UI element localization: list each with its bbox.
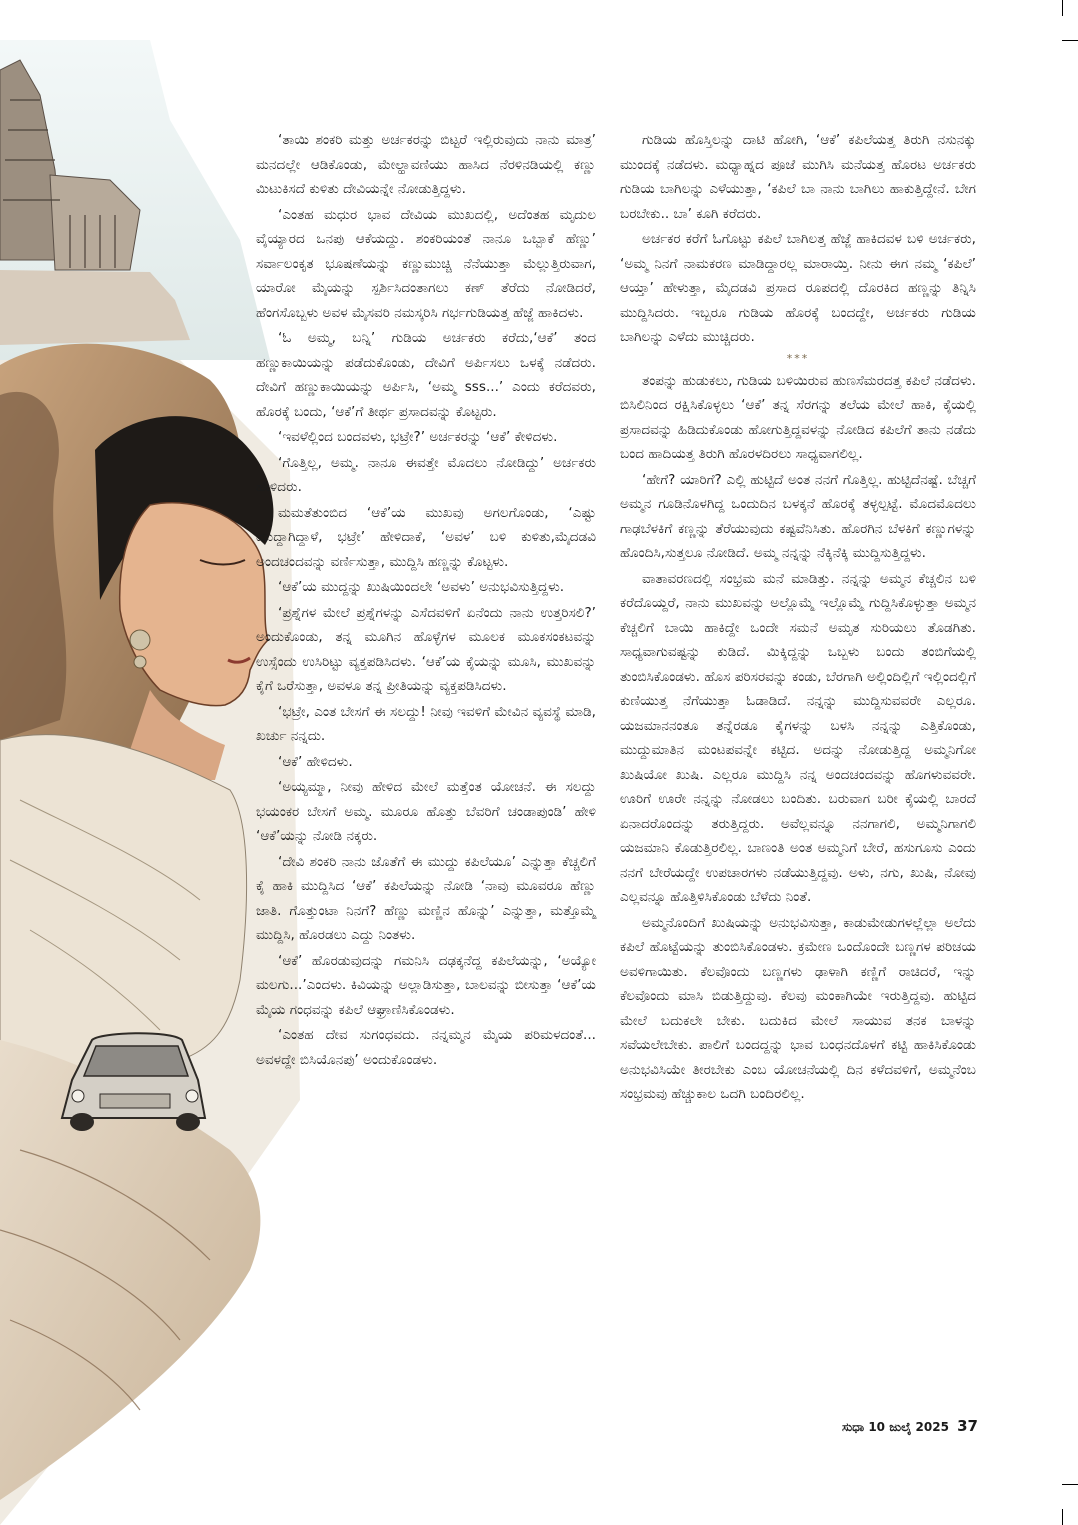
crop-mark (1062, 1484, 1078, 1485)
paragraph: ‘ತಾಯಿ ಶಂಕರಿ ಮತ್ತು ಅರ್ಚಕರನ್ನು ಬಿಟ್ಟರೆ ಇಲ್ಲಿರುವುದು ನಾನು ಮಾತ್ರ’ ಮನದಲ್ಲೇ ಆಡಿಕೊಂಡು, ಮೇಲ್ಹಾವಣಿಯು ಹಾಸಿದ ನೆರಳಿನಡಿಯಲ್ಲಿ ಕಣ್ಣು ಮಿಟುಕಿಸದೆ ಕುಳಿತು ದೇವಿಯನ್ನೇ ನೋಡುತ್ತಿದ್ದಳು. (256, 132, 596, 197)
paragraph: ‘ಆಕೆ’ಯ ಮುದ್ದನ್ನು ಖುಷಿಯಿಂದಲೇ ‘ಅವಳು’ ಅನುಭವಿಸುತ್ತಿದ್ದಳು. (278, 579, 565, 595)
paragraph: ವಾತಾವರಣದಲ್ಲಿ ಸಂಭ್ರಮ ಮನೆ ಮಾಡಿತ್ತು. ನನ್ನನ್ನು ಅಮ್ಮನ ಕೆಚ್ಚಲಿನ ಬಳಿ ಕರೆದೊಯ್ದರೆ, ನಾನು ಮುಖವನ್ನು ಅಲ್ಲೊಮ್ಮೆ ಇಲ್ಲೊಮ್ಮೆ ಗುದ್ದಿಸಿಕೊಳ್ಳುತ್ತಾ ಅಮ್ಮನ ಕೆಚ್ಚಲಿಗೆ ಬಾಯಿ ಹಾಕಿದ್ದೇ ಒಂದೇ ಸಮನೆ ಅಮೃತ ಸುರಿಯಲು ತೊಡಗಿತು. ಸಾಧ್ಯವಾಗುವಷ್ಟನ್ನು ಕುಡಿದೆ. ಮಿಕ್ಕಿದ್ದನ್ನು ಒಬ್ಬಳು ಬಂದು ತಂಬಿಗೆಯಲ್ಲಿ ತುಂಬಿಸಿಕೊಂಡಳು. ಹೊಸ ಪರಿಸರವನ್ನು ಕಂಡು, ಬೆರಗಾಗಿ ಅಲ್ಲಿಂದಿಲ್ಲಿಗೆ ಇಲ್ಲಿಂದಲ್ಲಿಗೆ ಕುಣಿಯುತ್ತ ನೆಗೆಯುತ್ತಾ ಓಡಾಡಿದೆ. ನನ್ನನ್ನು ಮುದ್ದಿಸುವವರೇ ಎಲ್ಲರೂ. ಯಜಮಾನನಂತೂ ತನ್ನೆರಡೂ ಕೈಗಳನ್ನು ಬಳಸಿ ನನ್ನನ್ನು ಎತ್ತಿಕೊಂಡು, ಮುದ್ದುಮಾತಿನ ಮಂಟಪವನ್ನೇ ಕಟ್ಟಿದ. ಅದನ್ನು ನೋಡುತ್ತಿದ್ದ ಅಮ್ಮನಿಗೋ ಖುಷಿಯೋ ಖುಷಿ. ಎಲ್ಲರೂ ಮುದ್ದಿಸಿ ನನ್ನ ಅಂದಚಂದವನ್ನು ಹೊಗಳುವವರೇ. ಊರಿಗೆ ಊರೇ ನನ್ನನ್ನು ನೋಡಲು ಬಂದಿತು. ಬರುವಾಗ ಬರೀ ಕೈಯಲ್ಲಿ ಬಾರದೆ ಏನಾದರೊಂದನ್ನು ತರುತ್ತಿದ್ದರು. ಅವೆಲ್ಲವನ್ನೂ ನನಗಾಗಲಿ, ಅಮ್ಮನಿಗಾಗಲಿ ಯಜಮಾನಿ ಕೊಡುತ್ತಿರಲಿಲ್ಲ. ಬಾಣಂತಿ ಅಂತ ಅಮ್ಮನಿಗೆ ಬೇರೆ, ಹಸುಗೂಸು ಎಂದು ನನಗೆ ಬೇರೆಯದ್ದೇ ಉಪಚಾರಗಳು ನಡೆಯುತ್ತಿದ್ದವು. ಅಳು, ನಗು, ಖುಷಿ, ನೋವು ಎಲ್ಲವನ್ನೂ ಹೊತ್ತಿಳಿಸಿಕೊಂಡು ಬೆಳೆದು ನಿಂತೆ. (620, 570, 976, 905)
paragraph: ಅರ್ಚಕರ ಕರೆಗೆ ಓಗೊಟ್ಟು ಕಪಿಲೆ ಬಾಗಿಲತ್ತ ಹೆಜ್ಜೆ ಹಾಕಿದವಳ ಬಳಿ ಅರ್ಚಕರು, ‘ಅಮ್ಮ ನಿನಗೆ ನಾಮಕರಣ ಮಾಡಿದ್ದಾರಲ್ಲ ಮಾರಾಯ್ತಿ. ನೀನು ಈಗ ನಮ್ಮ ‘ಕಪಿಲೆ’ ಆಯ್ತಾ’ ಹೇಳುತ್ತಾ, ಮೈದಡವಿ ಪ್ರಸಾದ ರೂಪದಲ್ಲಿ ದೊರಕಿದ ಹಣ್ಣನ್ನು ತಿನ್ನಿಸಿ ಮುದ್ದಿಸಿದರು. ಇಬ್ಬರೂ ಗುಡಿಯ ಹೊರಕ್ಕೆ ಬಂದದ್ದೇ, ಅರ್ಚಕರು ಗುಡಿಯ ಬಾಗಿಲನ್ನು ಎಳೆದು ಮುಚ್ಚಿದರು. (620, 231, 976, 345)
paragraph: ‘ಅಯ್ಯಮ್ಮಾ, ನೀವು ಹೇಳಿದ ಮೇಲೆ ಮತ್ತೆಂತ ಯೋಚನೆ. ಈ ಸಲದ್ದು ಭಯಂಕರ ಬೇಸಗೆ ಅಮ್ಮ. ಮೂರೂ ಹೊತ್ತು ಬೆವರಿಗೆ ಚಂಡಾಪುಂಡಿ’ ಹೇಳಿ ‘ಆಕೆ’ಯನ್ನು ನೋಡಿ ನಕ್ಕರು. (256, 779, 596, 844)
paragraph: ‘ಹೇಗೆ? ಯಾರಿಗೆ? ಎಲ್ಲಿ ಹುಟ್ಟಿದೆ ಅಂತ ನನಗೆ ಗೊತ್ತಿಲ್ಲ. ಹುಟ್ಟಿದೆನಷ್ಟೆ. ಬೆಚ್ಚಗೆ ಅಮ್ಮನ ಗೂಡಿನೊಳಗಿದ್ದ ಒಂದುದಿನ ಬಳಕ್ಕನೆ ಹೊರಕ್ಕೆ ತಳ್ಳಲ್ಪಟ್ಟೆ. ಮೊದಮೊದಲು ಗಾಢಬೆಳಕಿಗೆ ಕಣ್ಣನ್ನು ತೆರೆಯುವುದು ಕಷ್ಟವೆನಿಸಿತು. ಹೊರಗಿನ ಬೆಳಕಿಗೆ ಕಣ್ಣುಗಳನ್ನು ಹೊಂದಿಸಿ,ಸುತ್ತಲೂ ನೋಡಿದೆ. ಅಮ್ಮ ನನ್ನನ್ನು ನೆಕ್ಕಿನೆಕ್ಕಿ ಮುದ್ದಿಸುತ್ತಿದ್ದಳು. (620, 471, 976, 561)
paragraph: ‘ಆಕೆ’ ಹೇಳಿದಳು. (278, 753, 353, 770)
section-break: *** (786, 351, 810, 365)
issue-date: 10 ಜುಲೈ 2025 (868, 1420, 949, 1434)
right-text-column (620, 128, 976, 1108)
page-footer (830, 1416, 978, 1437)
story-illustration (0, 0, 300, 1525)
paragraph: ಗುಡಿಯ ಹೊಸ್ತಿಲನ್ನು ದಾಟಿ ಹೋಗಿ, ‘ಆಕೆ’ ಕಪಿಲೆಯತ್ತ ತಿರುಗಿ ನಸುನಕ್ಕು ಮುಂದಕ್ಕೆ ನಡೆದಳು. ಮಧ್ಯಾಹ್ನದ ಪೂಜೆ ಮುಗಿಸಿ ಮನೆಯತ್ತ ಹೊರಟ ಅರ್ಚಕರು ಗುಡಿಯ ಬಾಗಿಲನ್ನು ಎಳೆಯುತ್ತಾ, ‘ಕಪಿಲೆ ಬಾ ನಾನು ಬಾಗಿಲು ಹಾಕುತ್ತಿದ್ದೇನೆ. ಬೇಗ ಬರಬೇಕು.. ಬಾ’ ಕೂಗಿ ಕರೆದರು. (620, 132, 976, 222)
paragraph: ತಂಪನ್ನು ಹುಡುಕಲು, ಗುಡಿಯ ಬಳಿಯಿರುವ ಹುಣಸೆಮರದತ್ತ ಕಪಿಲೆ ನಡೆದಳು. ಬಿಸಿಲಿನಿಂದ ರಕ್ಷಿಸಿಕೊಳ್ಳಲು ‘ಆಕೆ’ ತನ್ನ ಸೆರಗನ್ನು ತಲೆಯ ಮೇಲೆ ಹಾಕಿ, ಕೈಯಲ್ಲಿ ಪ್ರಸಾದವನ್ನು ಹಿಡಿದುಕೊಂಡು ಹೋಗುತ್ತಿದ್ದವಳನ್ನು ನೋಡಿದ ಕಪಿಲೆಗೆ ತಾನು ನಡೆದು ಬಂದ ಹಾದಿಯತ್ತ ತಿರುಗಿ ಹೊರಳದಿರಲು ಸಾಧ್ಯವಾಗಲಿಲ್ಲ. (620, 372, 976, 462)
woman-temple-car-illustration-icon (0, 0, 300, 1525)
crop-mark (1062, 1509, 1063, 1525)
left-text-column (256, 128, 596, 1073)
paragraph: ‘ಪ್ರಶ್ನೆಗಳ ಮೇಲೆ ಪ್ರಶ್ನೆಗಳನ್ನು ಎಸೆದವಳಿಗೆ ಏನೆಂದು ನಾನು ಉತ್ತರಿಸಲಿ?’ ಅಂದುಕೊಂಡು, ತನ್ನ ಮೂಗಿನ ಹೊಳ್ಳೆಗಳ ಮೂಲಕ ಮೂಕಸಂಕಟವನ್ನು ಉಸ್ಸೆಂದು ಉಸಿರಿಟ್ಟು ವ್ಯಕ್ತಪಡಿಸಿದಳು. ‘ಆಕೆ’ಯ ಕೈಯನ್ನು ಮೂಸಿ, ಮುಖವನ್ನು ಕೈಗೆ ಒರೆಸುತ್ತಾ, ಅವಳೂ ತನ್ನ ಪ್ರೀತಿಯನ್ನು ವ್ಯಕ್ತಪಡಿಸಿದಳು. (256, 604, 596, 694)
paragraph: ‘ಓ ಅಮ್ಮ, ಬನ್ನಿ’ ಗುಡಿಯ ಅರ್ಚಕರು ಕರೆದು,‘ಆಕೆ’ ತಂದ ಹಣ್ಣುಕಾಯಿಯನ್ನು ಪಡೆದುಕೊಂಡು, ದೇವಿಗೆ ಅರ್ಪಿಸಲು ಒಳಕ್ಕೆ ನಡೆದರು. ದೇವಿಗೆ ಹಣ್ಣುಕಾಯಿಯನ್ನು ಅರ್ಪಿಸಿ, ‘ಅಮ್ಮ sss...’ ಎಂದು ಕರೆದವರು, ಹೊರಕ್ಕೆ ಬಂದು, ‘ಆಕೆ’ಗೆ ತೀರ್ಥ ಪ್ರಸಾದವನ್ನು ಕೊಟ್ಟರು. (256, 330, 596, 420)
paragraph: ‘ಭಟ್ರೇ, ಎಂತ ಬೇಸಗೆ ಈ ಸಲದ್ದು! ನೀವು ಇವಳಿಗೆ ಮೇವಿನ ವ್ಯವಸ್ಥೆ ಮಾಡಿ, ಖರ್ಚು ನನ್ನದು. (256, 703, 596, 744)
crop-mark (1062, 40, 1078, 41)
crop-mark (1062, 0, 1063, 16)
paragraph: ‘ಗೊತ್ತಿಲ್ಲ, ಅಮ್ಮ. ನಾನೂ ಈವತ್ತೇ ಮೊದಲು ನೋಡಿದ್ದು’ ಅರ್ಚಕರು ಹೇಳಿದರು. (256, 454, 596, 495)
paragraph: ‘ಆಕೆ’ ಹೊರಡುವುದನ್ನು ಗಮನಿಸಿ ದಢಕ್ಕನೆದ್ದ ಕಪಿಲೆಯನ್ನು, ‘ಅಯ್ಯೋ ಮಲಗು...’ಎಂದಳು. ಕಿವಿಯನ್ನು ಅಲ್ಲಾಡಿಸುತ್ತಾ, ಬಾಲವನ್ನು ಬೀಸುತ್ತಾ ‘ಆಕೆ’ಯ ಮೈಯ ಗಂಧವನ್ನು ಕಪಿಲೆ ಆಘ್ರಾಣಿಸಿಕೊಂಡಳು. (256, 952, 596, 1018)
paragraph: ‘ದೇವಿ ಶಂಕರಿ ನಾನು ಜೊತೆಗೆ ಈ ಮುದ್ದು ಕಪಿಲೆಯೂ’ ಎನ್ನುತ್ತಾ ಕೆಚ್ಚಲಿಗೆ ಕೈ ಹಾಕಿ ಮುದ್ದಿಸಿದ ‘ಆಕೆ’ ಕಪಿಲೆಯನ್ನು ನೋಡಿ ‘ನಾವು ಮೂವರೂ ಹೆಣ್ಣು ಜಾತಿ. ಗೊತ್ತುಂಟಾ ನಿನಗೆ? ಹೆಣ್ಣು ಮಣ್ಣಿನ ಹೊನ್ನು’ ಎನ್ನುತ್ತಾ, ಮತ್ತೊಮ್ಮೆ ಮುದ್ದಿಸಿ, ಹೊರಡಲು ಎದ್ದು ನಿಂತಳು. (256, 853, 596, 943)
magazine-name: ಸುಧಾ (841, 1420, 865, 1434)
page-number: 37 (957, 1417, 978, 1435)
paragraph: ‘ಇವಳೆಲ್ಲಿಂದ ಬಂದವಳು, ಭಟ್ರೇ?’ ಅರ್ಚಕರನ್ನು ‘ಆಕೆ’ ಕೇಳಿದಳು. (278, 429, 558, 445)
paragraph: ಮಮತೆತುಂಬಿದ ‘ಆಕೆ’ಯ ಮುಖವು ಅಗಲಗೊಂಡು, ‘ಎಷ್ಟು ಮುದ್ದಾಗಿದ್ದಾಳೆ, ಭಟ್ರೇ’ ಹೇಳಿದಾಕೆ, ‘ಅವಳ’ ಬಳಿ ಕುಳಿತು,ಮೈದಡವಿ ಅಂದಚಂದವನ್ನು ವರ್ಣಿಸುತ್ತಾ, ಮುದ್ದಿಸಿ ಹಣ್ಣನ್ನು ಕೊಟ್ಟಳು. (256, 504, 596, 570)
paragraph: ಅಮ್ಮನೊಂದಿಗೆ ಖುಷಿಯನ್ನು ಅನುಭವಿಸುತ್ತಾ, ಕಾಡುಮೇಡುಗಳಲ್ಲೆಲ್ಲಾ ಅಲೆದು ಕಪಿಲೆ ಹೊಟ್ಟೆಯನ್ನು ತುಂಬಿಸಿಕೊಂಡಳು. ಕ್ರಮೇಣ ಒಂದೊಂದೇ ಬಣ್ಣಗಳ ಪರಿಚಯ ಅವಳಿಗಾಯಿತು. ಕೆಲವೊಂದು ಬಣ್ಣಗಳು ಢಾಳಾಗಿ ಕಣ್ಣಿಗೆ ರಾಚಿದರೆ, ಇನ್ನು ಕೆಲವೊಂದು ಮಾಸಿ ಬಿಡುತ್ತಿದ್ದುವು. ಕೆಲವು ಮಂಕಾಗಿಯೇ ಇರುತ್ತಿದ್ದವು. ಹುಟ್ಟಿದ ಮೇಲೆ ಬದುಕಲೇ ಬೇಕು. ಬದುಕಿದ ಮೇಲೆ ಸಾಯುವ ತನಕ ಬಾಳನ್ನು ಸವೆಯಲೇಬೇಕು. ಪಾಲಿಗೆ ಬಂದದ್ದನ್ನು ಭಾವ ಬಂಧನದೊಳಗೆ ಕಟ್ಟಿ ಹಾಕಿಸಿಕೊಂಡು ಅನುಭವಿಸಿಯೇ ತೀರಬೇಕು ಎಂಬ ಯೋಚನೆಯಲ್ಲಿ ದಿನ ಕಳೆದವಳಿಗೆ, ಅಮ್ಮನೆಂಬ ಸಂಭ್ರಮವು ಹೆಚ್ಚುಕಾಲ ಒದಗಿ ಬಂದಿರಲಿಲ್ಲ. (620, 914, 976, 1102)
paragraph: ‘ಎಂತಹ ದೇವ ಸುಗಂಧವದು. ನನ್ನಮ್ಮನ ಮೈಯ ಪರಿಮಳದಂತೆ... ಅವಳದ್ದೇ ಬಿಸಿಯೊನಪು’ ಅಂದುಕೊಂಡಳು. (256, 1027, 596, 1068)
paragraph: ‘ಎಂತಹ ಮಧುರ ಭಾವ ದೇವಿಯ ಮುಖದಲ್ಲಿ, ಅದೆಂತಹ ಮೃದುಲ ವೈಯ್ಯಾರದ ಒನಪು ಆಕೆಯದ್ದು. ಶಂಕರಿಯಂತೆ ನಾನೂ ಒಬ್ಬಾಕೆ ಹೆಣ್ಣು’ ಸರ್ವಾಲಂಕೃತ ಭೂಷಣೆಯನ್ನು ಕಣ್ಣುಮುಚ್ಚಿ ನೆನೆಯುತ್ತಾ ಮೆಲ್ಲುತ್ತಿರುವಾಗ, ಯಾರೋ ಮೈಯನ್ನು ಸ್ಪರ್ಶಿಸಿದಂತಾಗಲು ಕಣ್ ತೆರೆದು ನೋಡಿದರೆ, ಹೆಂಗಸೊಬ್ಬಳು ಅವಳ ಮೈಸವರಿ ನಮಸ್ಕರಿಸಿ ಗರ್ಭಗುಡಿಯತ್ತ ಹೆಜ್ಜೆ ಹಾಕಿದಳು. (256, 206, 596, 321)
